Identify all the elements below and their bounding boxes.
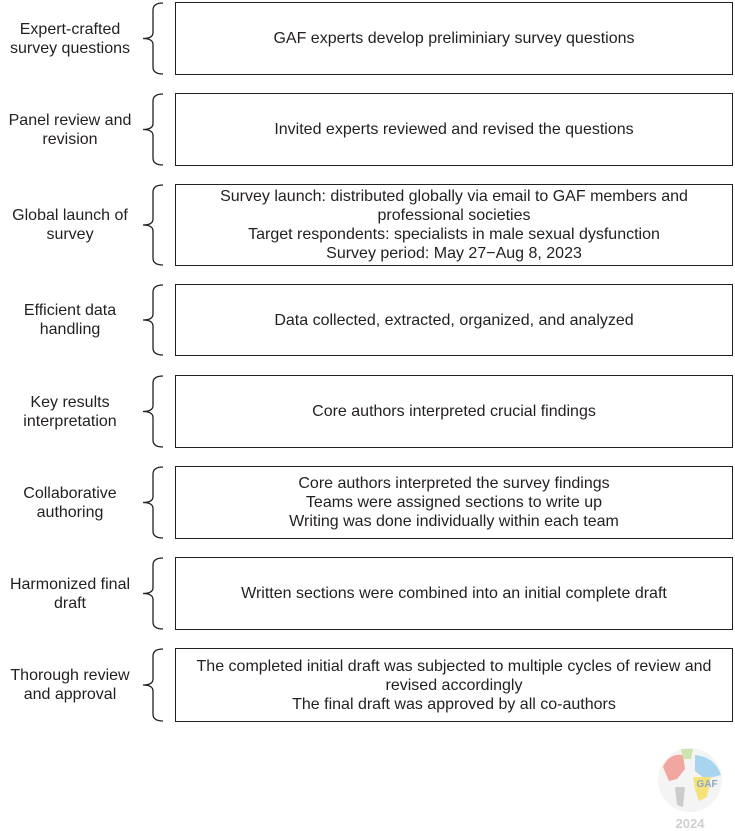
svg-text:GAF: GAF	[696, 779, 718, 790]
step-text: Teams were assigned sections to write up	[305, 494, 603, 511]
step-text: Data collected, extracted, organized, and analyzed	[274, 311, 634, 329]
step-label: Key results interpretation	[23, 393, 117, 430]
brace-icon	[140, 93, 164, 166]
brace-icon	[140, 557, 164, 630]
svg-text:2024: 2024	[675, 816, 705, 831]
step-row	[0, 2, 735, 75]
step-label: Global launch of survey	[12, 207, 128, 243]
step-row	[0, 375, 735, 448]
step-box	[175, 648, 733, 722]
step-text: Writing was done individually within each team	[289, 513, 619, 530]
gaf-logo	[655, 745, 725, 831]
step-text: Invited experts reviewed and revised the questions	[274, 121, 634, 138]
step-label: Collaborative authoring	[23, 484, 117, 521]
step-box	[175, 284, 733, 356]
step-row	[0, 557, 735, 630]
step-text: Core authors interpreted the survey findings	[298, 475, 610, 492]
brace-icon	[140, 648, 164, 722]
step-text: Written sections were combined into an initial complete draft	[241, 585, 667, 602]
step-text: GAF experts develop preliminiary survey questions	[273, 30, 635, 47]
step-text: Survey launch: distributed globally via email to GAF members and professional societies	[220, 188, 688, 224]
step-row	[0, 466, 735, 539]
step-row	[0, 93, 735, 166]
step-box	[175, 375, 733, 448]
step-text: Core authors interpreted crucial findings	[312, 403, 596, 420]
step-box	[175, 2, 733, 75]
step-box	[175, 557, 733, 630]
brace-icon	[140, 184, 164, 266]
step-text: The final draft was approved by all co-authors	[292, 695, 616, 713]
brace-icon	[140, 375, 164, 448]
brace-icon	[140, 2, 164, 75]
step-row	[0, 184, 735, 266]
step-text: The completed initial draft was subjected to multiple cycles of review and revised accordingly	[196, 657, 712, 694]
step-label: Harmonized final draft	[9, 575, 131, 612]
step-box	[175, 93, 733, 166]
step-box	[175, 184, 733, 266]
brace-icon	[140, 466, 164, 539]
step-text: Target respondents: specialists in male sexual dysfunction	[248, 226, 660, 243]
step-text: Survey period: May 27−Aug 8, 2023	[326, 245, 582, 262]
step-row	[0, 648, 735, 722]
step-label: Panel review and revision	[8, 111, 132, 148]
step-row	[0, 284, 735, 356]
step-box	[175, 466, 733, 539]
step-label: Thorough review and approval	[10, 667, 130, 703]
step-label: Efficient data handling	[23, 302, 117, 338]
brace-icon	[140, 284, 164, 356]
step-label: Expert-crafted survey questions	[9, 20, 131, 57]
